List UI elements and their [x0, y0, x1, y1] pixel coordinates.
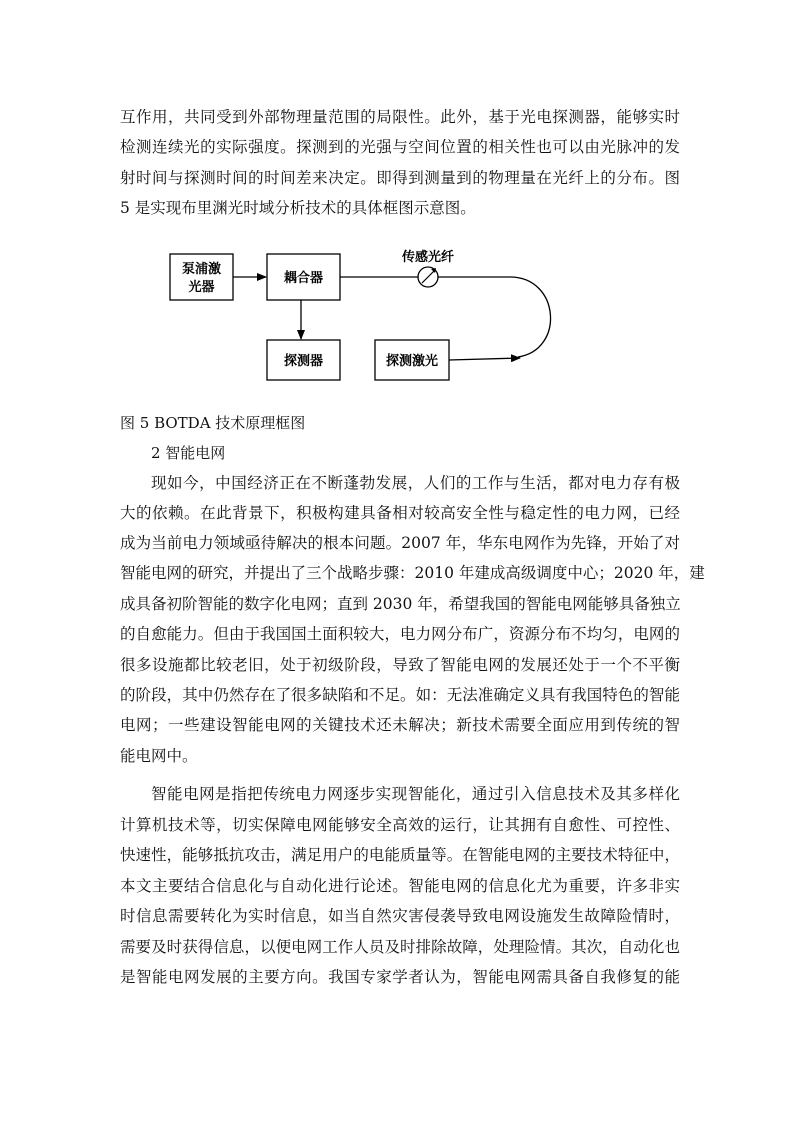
text-line: 的阶段，其中仍然存在了很多缺陷和不足。如：无法准确定义具有我国特色的智能	[120, 686, 680, 704]
pump-laser-label-2: 光器	[188, 280, 215, 295]
arrow-probe-to-fiber	[449, 358, 520, 360]
text-line: 快速性，能够抵抗攻击，满足用户的电能质量等。在智能电网的主要技术特征中，	[120, 846, 680, 864]
text-line: 计算机技术等，切实保障电网能够安全高效的运行，让其拥有自愈性、可控性、	[120, 816, 680, 834]
text-line: 需要及时获得信息，以便电网工作人员及时排除故障，处理险情。其次，自动化也	[120, 938, 680, 956]
text-line: 电网；一些建设智能电网的关键技术还未解决；新技术需要全面应用到传统的智	[120, 716, 680, 734]
sensing-fiber-label: 传感光纤	[401, 250, 455, 265]
text-line: 本文主要结合信息化与自动化进行论述。智能电网的信息化尤为重要，许多非实	[120, 877, 680, 895]
text-line: 5 是实现布里渊光时域分析技术的具体框图示意图。	[120, 199, 476, 217]
text-line: 智能电网的研究，并提出了三个战略步骤：2010 年建成高级调度中心；2020 年，建	[120, 564, 705, 582]
text-line: 检测连续光的实际强度。探测到的光强与空间位置的相关性也可以由光脉冲的发	[120, 138, 680, 156]
fiber-curve	[510, 277, 551, 357]
text-line: 的自愈能力。但由于我国国土面积较大，电力网分布广，资源分布不均匀，电网的	[120, 625, 680, 643]
coupler-label: 耦合器	[283, 271, 324, 286]
text-line: 成具备初阶智能的数字化电网；直到 2030 年，希望我国的智能电网能够具备独立	[120, 595, 681, 613]
detector-label: 探测器	[283, 354, 324, 369]
text-line: 射时间与探测时间的时间差来决定。即得到测量到的物理量在光纤上的分布。图	[120, 169, 680, 187]
text-line: 互作用，共同受到外部物理量范围的局限性。此外，基于光电探测器，能够实时	[120, 108, 680, 126]
pump-laser-label-1: 泵浦激	[181, 262, 222, 277]
text-line: 成为当前电力领域亟待解决的根本问题。2007 年，华东电网作为先锋，开始了对	[120, 534, 680, 552]
text-line: 现如今，中国经济正在不断蓬勃发展，人们的工作与生活，都对电力存有极	[151, 474, 680, 492]
text-line: 是智能电网发展的主要方向。我国专家学者认为，智能电网需具备自我修复的能	[120, 968, 680, 986]
botda-block-diagram	[0, 0, 793, 420]
text-line: 能电网中。	[120, 747, 198, 765]
text-line: 时信息需要转化为实时信息，如当自然灾害侵袭导致电网设施发生故障险情时，	[120, 907, 680, 925]
text-line: 很多设施都比较老旧，处于初级阶段，导致了智能电网的发展还处于一个不平衡	[120, 656, 680, 674]
text-line: 大的依赖。在此背景下，积极构建具备相对较高安全性与稳定性的电力网，已经	[120, 504, 680, 522]
text-line: 智能电网是指把传统电力网逐步实现智能化，通过引入信息技术及其多样化	[151, 785, 680, 803]
figure-caption: 图 5 BOTDA 技术原理框图	[120, 414, 306, 432]
section-heading: 2 智能电网	[151, 444, 226, 462]
probe-laser-label: 探测激光	[385, 354, 439, 369]
